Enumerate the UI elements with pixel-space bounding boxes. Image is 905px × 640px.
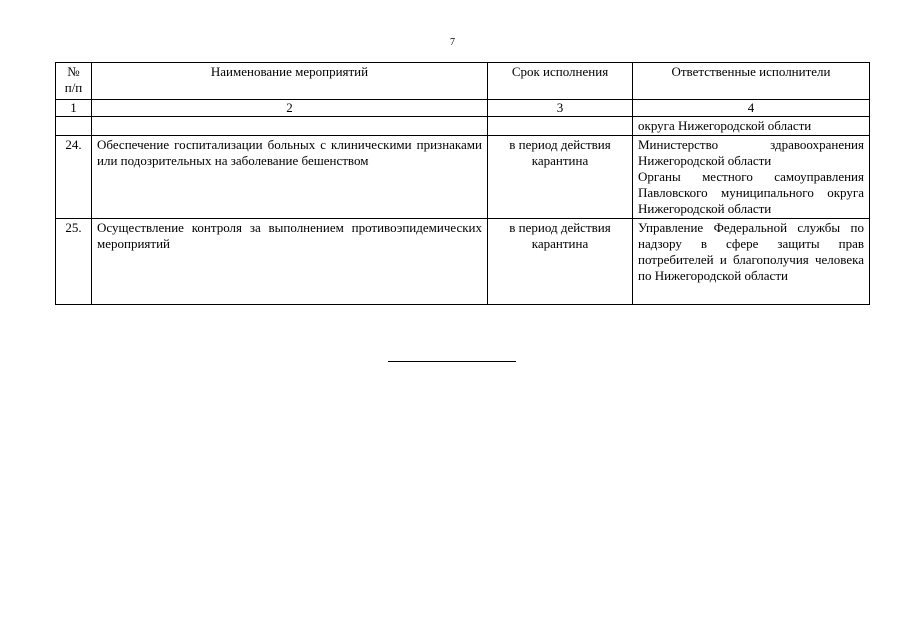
measures-table [55,62,870,305]
cell-num: 24. [56,136,92,219]
cell-empty [92,117,488,136]
responsible-entry: Органы местного самоуправления Павловского муниципального округа Нижегородской области [638,169,864,216]
cell-measure-name: Осуществление контроля за выполнением противоэпидемических мероприятий [92,219,488,305]
cell-deadline: в период действия карантина [488,219,633,305]
cell-responsible: Управление Федеральной службы по надзору в сфере защиты прав потребителей и благополучия человека по Нижегородской области [633,219,870,305]
header-responsible: Ответственные исполнители [633,63,870,100]
page-number: 7 [450,37,455,48]
column-index: 2 [92,100,488,117]
table-row [56,136,870,219]
end-of-document-rule [388,361,516,362]
cell-empty [56,117,92,136]
table-row-continuation [56,117,870,136]
header-name: Наименование мероприятий [92,63,488,100]
column-index: 4 [633,100,870,117]
responsible-entry: Министерство здравоохранения Нижегородской области [638,137,864,168]
column-index: 3 [488,100,633,117]
header-deadline: Срок исполнения [488,63,633,100]
cell-deadline: в период действия карантина [488,136,633,219]
cell-responsible [633,136,870,219]
cell-empty [488,117,633,136]
cell-responsible: округа Нижегородской области [633,117,870,136]
cell-num: 25. [56,219,92,305]
table-header-row [56,63,870,100]
table-row [56,219,870,305]
column-index-row [56,100,870,117]
header-num: № п/п [56,63,92,100]
cell-measure-name: Обеспечение госпитализации больных с клиническими признаками или подозрительных на заболевание бешенством [92,136,488,219]
column-index: 1 [56,100,92,117]
